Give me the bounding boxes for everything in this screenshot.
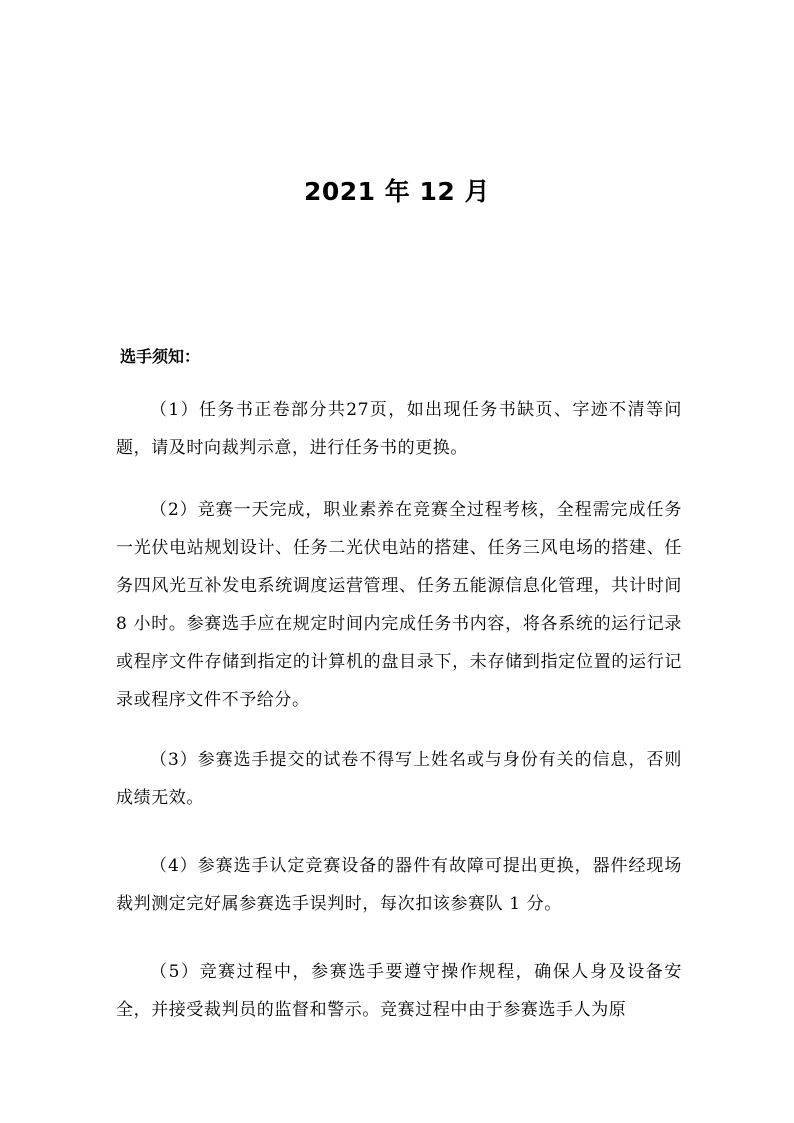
notice-heading: 选手须知： [120, 347, 201, 366]
document-date-title: 2021 年 12 月 [304, 177, 490, 206]
notice-paragraph-4: （4）参赛选手认定竞赛设备的器件有故障可提出更换，器件经现场裁判测定完好属参赛选手误判时，每次扣该参赛队 1 分。 [116, 856, 682, 914]
notice-paragraph-2: （2）竞赛一天完成，职业素养在竞赛全过程考核，全程需完成任务一光伏电站规划设计、任务二光伏电站的搭建、任务三风电场的搭建、任务四风光互补发电系统调度运营管理、任务五能源信息化管理，共计时间 8 小时。参赛选手应在规定时间内完成任务书内容，将各系统的运行记录或程序文件存储到指定的计算机的盘目录下，未存储到指定位置的运行记录或程序文件不予给分。 [116, 500, 682, 710]
notice-paragraph-5: （5）竞赛过程中，参赛选手要遵守操作规程，确保人身及设备安全，并接受裁判员的监督和警示。竞赛过程中由于参赛选手人为原 [116, 962, 682, 1020]
notice-paragraph-3: （3）参赛选手提交的试卷不得写上姓名或与身份有关的信息，否则成绩无效。 [116, 750, 682, 808]
notice-paragraph-1: （1）任务书正卷部分共27页，如出现任务书缺页、字迹不清等问题，请及时向裁判示意，进行任务书的更换。 [116, 400, 682, 458]
